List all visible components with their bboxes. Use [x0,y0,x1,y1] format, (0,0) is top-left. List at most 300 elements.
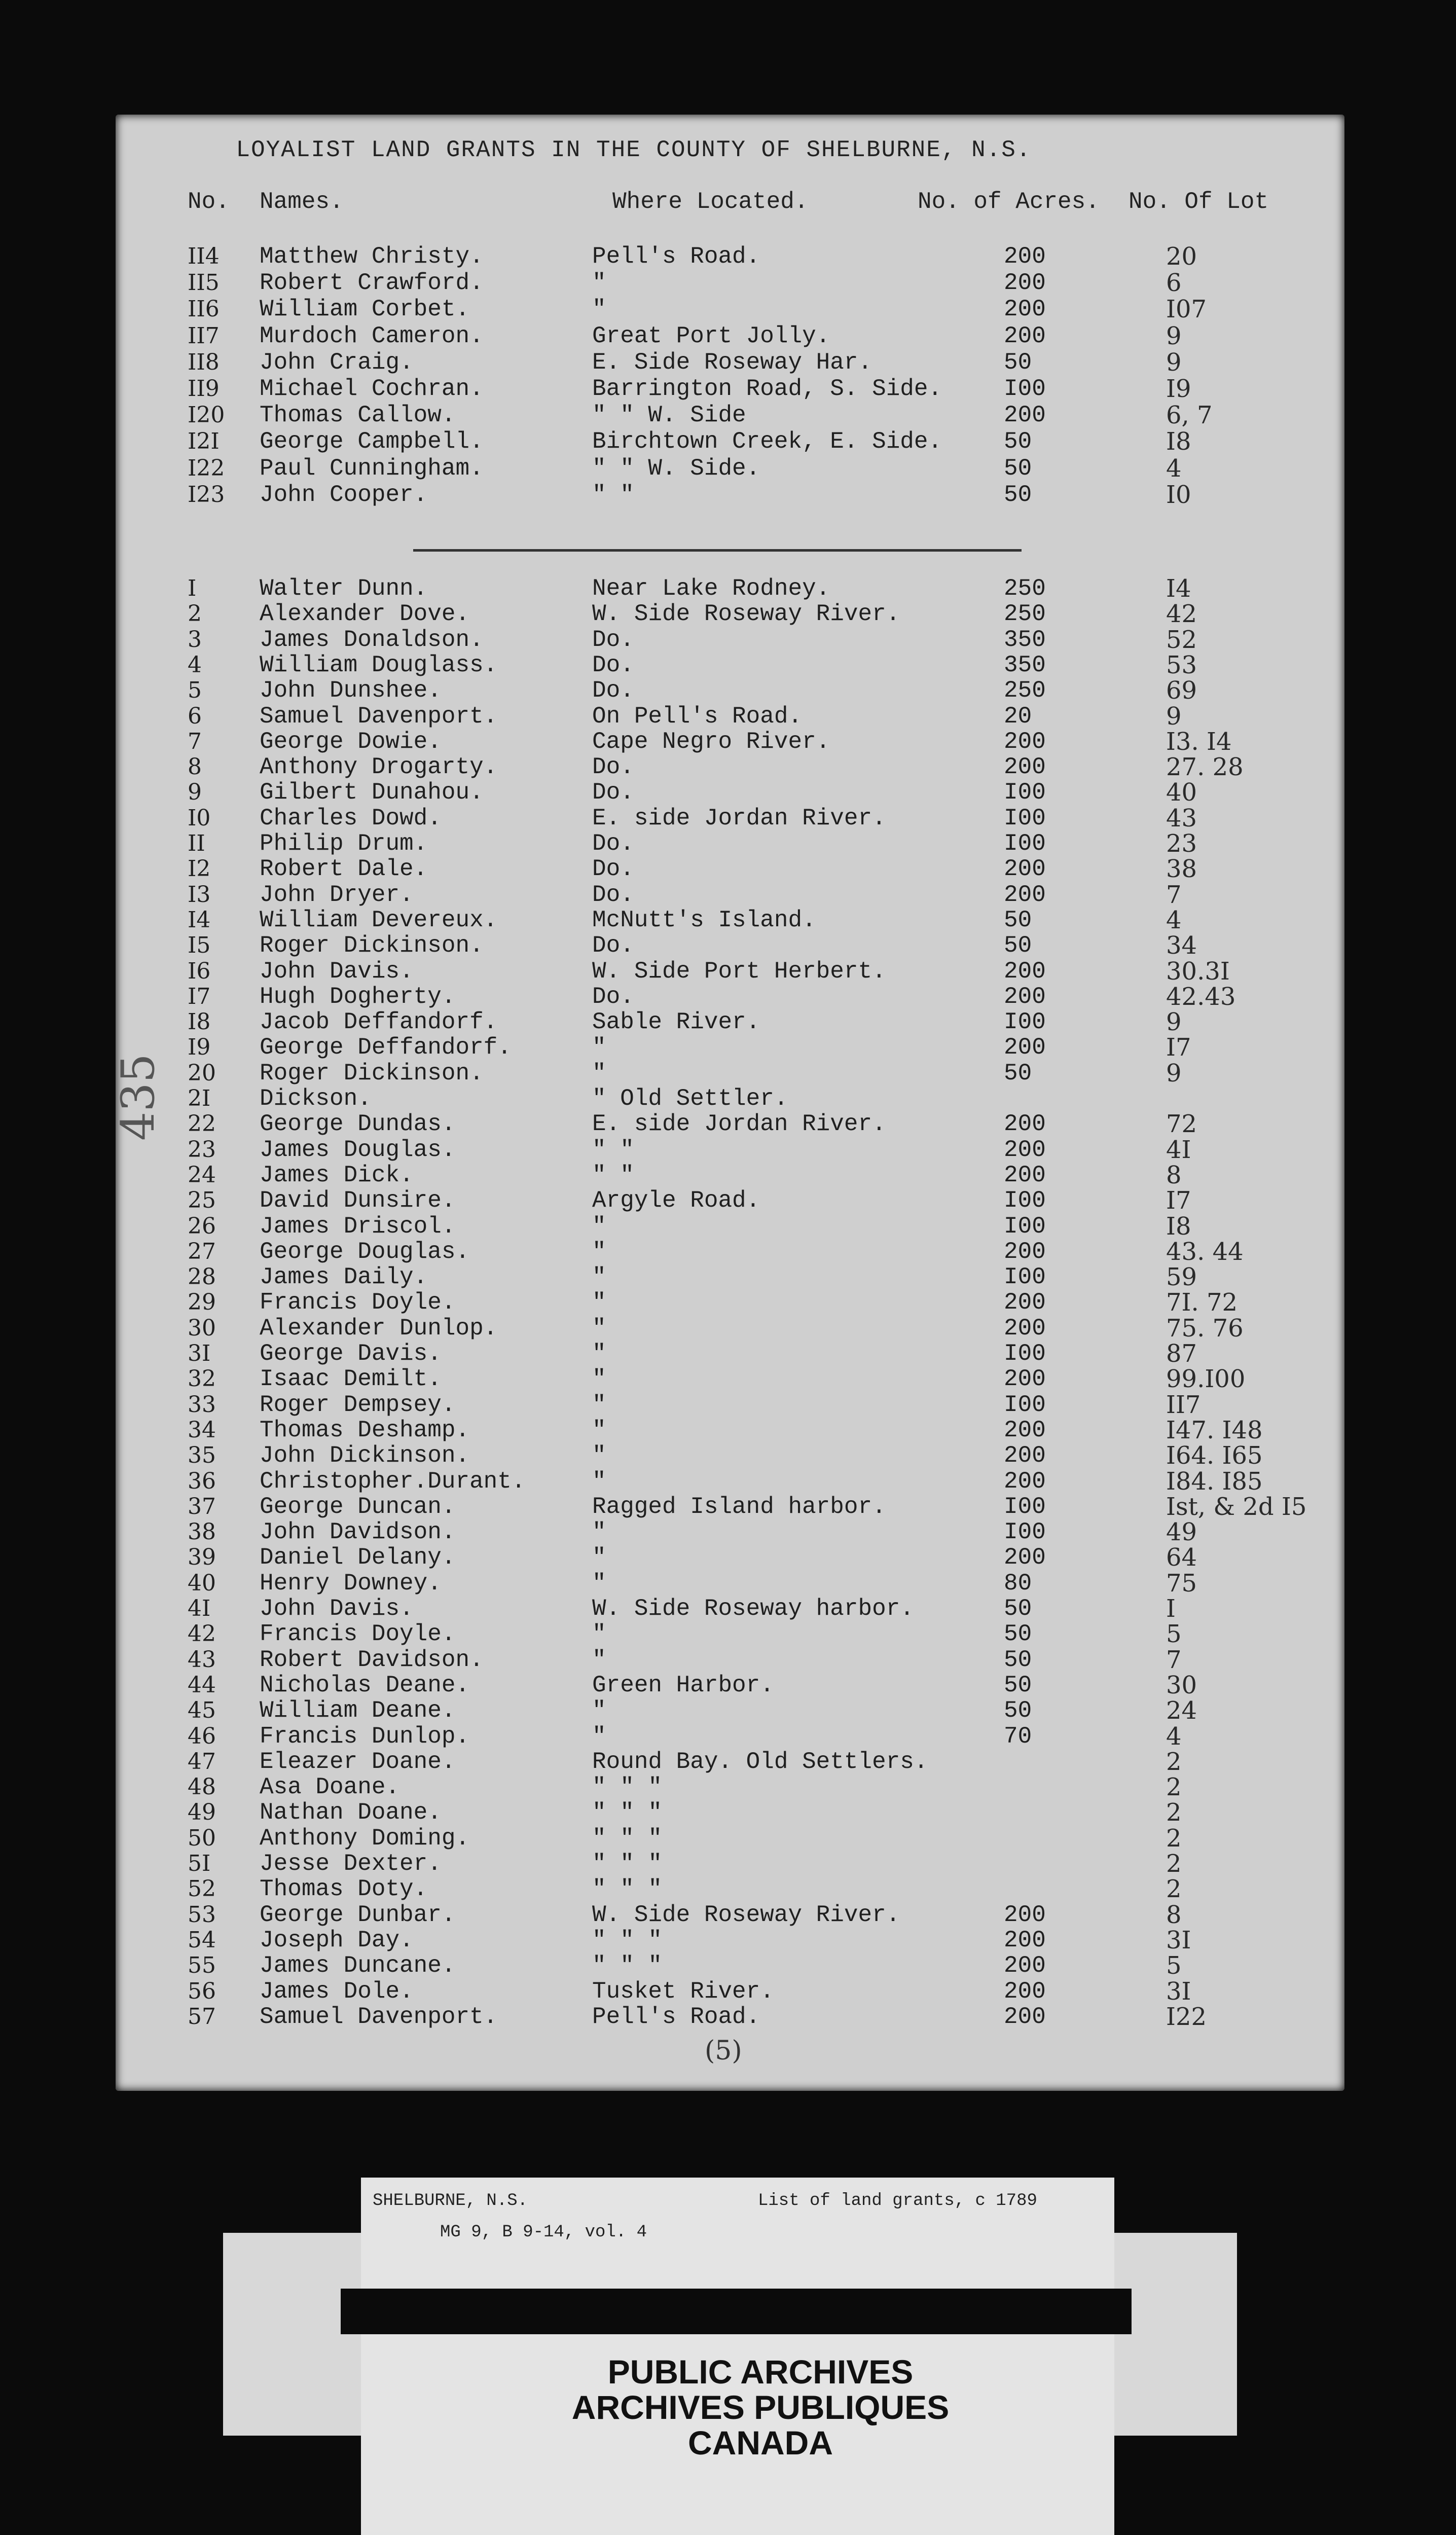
row-number: 33 [188,1391,216,1418]
location: W. Side Roseway River. [592,1901,900,1928]
grantee-name: James Daily. [260,1264,428,1291]
row-number: 55 [188,1952,216,1979]
row-number: 39 [188,1544,216,1571]
location: " [592,270,606,297]
row-number: I7 [188,983,211,1009]
lot-number: 9 [1166,348,1182,377]
lot-number: 9 [1166,1008,1182,1037]
row-number: 23 [188,1136,216,1163]
row-number: 34 [188,1417,216,1443]
grantee-name: Dickson. [260,1085,372,1112]
grantee-name: William Devereux. [260,907,498,933]
grantee-name: Samuel Davenport. [260,2003,498,2030]
lot-number: I4 [1166,574,1191,603]
grantee-name: Walter Dunn. [260,575,428,602]
grantee-name: George Deffandorf. [260,1034,512,1061]
location: " " [592,1162,634,1188]
location: " " " [592,1799,663,1826]
lot-number: I07 [1166,295,1207,324]
row-number: 30 [188,1315,216,1341]
row-number: II [188,830,205,856]
document-title: LOYALIST LAND GRANTS IN THE COUNTY OF SHELBURNE, N.S. [236,137,1032,163]
acres: 200 [1004,754,1046,781]
table-row [0,1162,1456,1188]
location: " " " [592,1774,663,1801]
acres: 200 [1004,2003,1046,2030]
grantee-name: Hugh Dogherty. [260,983,456,1010]
row-number: 22 [188,1111,216,1137]
lot-number: 69 [1166,676,1197,705]
lot-number: 2 [1166,1850,1182,1878]
grantee-name: Paul Cunningham. [260,455,484,482]
lot-number: 34 [1166,931,1197,960]
acres: 250 [1004,677,1046,704]
row-number: 38 [188,1519,216,1545]
row-number: 50 [188,1825,216,1851]
grantee-name: James Donaldson. [260,626,484,653]
location: " [592,1723,606,1750]
row-number: 27 [188,1238,216,1264]
stamp-line-2: ARCHIVES PUBLIQUES [571,2388,950,2426]
lot-number: 40 [1166,778,1197,807]
grantee-name: George Davis. [260,1341,442,1367]
table-row [0,1723,1456,1750]
acres: 50 [1004,349,1032,376]
acres: 50 [1004,1060,1032,1087]
grantee-name: Daniel Delany. [260,1544,456,1571]
location: " [592,1034,606,1061]
location: " [592,1417,606,1443]
grantee-name: George Douglas. [260,1238,470,1265]
column-header-lot: No. Of Lot [1129,189,1269,215]
acres: I00 [1004,376,1046,402]
grantee-name: John Davis. [260,958,414,985]
label-reference: MG 9, B 9-14, vol. 4 [440,2223,647,2242]
grantee-name: Philip Drum. [260,830,428,857]
lot-number: 43. 44 [1166,1237,1244,1266]
row-number: I0 [188,805,211,831]
lot-number: 8 [1166,1900,1182,1929]
column-header-no: No. [188,189,230,215]
table-row [0,856,1456,882]
grantee-name: Christopher.Durant. [260,1468,526,1495]
lot-number: 87 [1166,1339,1197,1368]
stamp-line-3: CANADA [688,2424,833,2461]
table-row [0,1187,1456,1214]
location: " [592,1341,606,1367]
table-row [0,1672,1456,1698]
column-header-where: Where Located. [612,189,809,215]
acres: I00 [1004,1213,1046,1240]
row-number: 2 [188,601,202,627]
grantee-name: Eleazer Doane. [260,1748,456,1775]
acres: I00 [1004,1341,1046,1367]
label-description: List of land grants, c 1789 [758,2191,1037,2211]
location: " " W. Side. [592,455,760,482]
lot-number: 99.I00 [1166,1365,1246,1394]
table-row [0,455,1456,482]
row-number: I2 [188,856,211,882]
lot-number: I84. I85 [1166,1467,1263,1496]
table-row [0,1876,1456,1902]
grantee-name: James Douglas. [260,1136,456,1163]
table-row [0,703,1456,730]
acres: 200 [1004,983,1046,1010]
location: Do. [592,983,634,1010]
lot-number: 9 [1166,1059,1182,1088]
lot-number: II7 [1166,1390,1201,1419]
row-number: 9 [188,779,202,806]
table-row [0,1494,1456,1520]
grantee-name: John Cooper. [260,481,428,508]
table-row [0,402,1456,428]
location: E. side Jordan River. [592,1111,886,1138]
location: Do. [592,856,634,883]
location: " " [592,1136,634,1163]
location: " [592,1315,606,1342]
table-row [0,779,1456,806]
row-number: II6 [188,296,220,322]
row-number: 42 [188,1621,216,1647]
row-number: 5I [188,1851,211,1876]
grantee-name: Alexander Dove. [260,601,470,628]
location: Green Harbor. [592,1672,774,1698]
location: " " " [592,1927,663,1953]
acres: 200 [1004,1366,1046,1393]
table-row [0,1774,1456,1800]
location: McNutt's Island. [592,907,816,933]
row-number: 7 [188,728,202,754]
location: " Old Settler. [592,1085,788,1112]
row-number: 43 [188,1646,216,1673]
table-row [0,805,1456,831]
location: Birchtown Creek, E. Side. [592,428,942,455]
location: On Pell's Road. [592,703,803,730]
lot-number: 4I [1166,1135,1191,1164]
lot-number: 2 [1166,1875,1182,1904]
table-row [0,1570,1456,1597]
table-row [0,2004,1456,2030]
row-number: 54 [188,1927,216,1953]
row-number: 40 [188,1570,216,1596]
acres: 200 [1004,958,1046,985]
grantee-name: Asa Doane. [260,1774,400,1801]
location: W. Side Port Herbert. [592,958,886,985]
lot-number: 64 [1166,1543,1197,1572]
location: " [592,1621,606,1648]
lot-number: I8 [1166,1212,1191,1241]
table-row [0,428,1456,455]
location: " [592,1238,606,1265]
location: Do. [592,754,634,781]
lot-number: 3I [1166,1926,1191,1954]
location: " [592,1060,606,1087]
row-number: 36 [188,1468,216,1494]
lot-number: 27. 28 [1166,753,1244,782]
row-number: 53 [188,1901,216,1928]
table-row [0,376,1456,402]
acres: I00 [1004,1519,1046,1546]
acres: I00 [1004,830,1046,857]
grantee-name: William Deane. [260,1697,456,1724]
grantee-name: Joseph Day. [260,1927,414,1953]
grantee-name: John Dunshee. [260,677,442,704]
grantee-name: Robert Dale. [260,856,428,883]
row-number: 29 [188,1289,216,1316]
grantee-name: John Davidson. [260,1519,456,1546]
location: Pell's Road. [592,2003,760,2030]
grantee-name: Francis Doyle. [260,1621,456,1648]
grantee-name: George Dowie. [260,728,442,755]
acres: 250 [1004,575,1046,602]
row-number: II8 [188,349,220,375]
acres: 200 [1004,1315,1046,1342]
location: " " W. Side [592,402,746,429]
row-number: II7 [188,322,220,349]
table-row [0,1085,1456,1112]
acres: I00 [1004,1493,1046,1520]
lot-number: 42 [1166,600,1197,629]
lot-number: 59 [1166,1263,1197,1292]
table-row [0,323,1456,349]
acres: 200 [1004,1417,1046,1443]
lot-number: 6 [1166,269,1182,298]
acres: 200 [1004,402,1046,429]
location: Tusket River. [592,1978,774,2005]
grantee-name: George Dunbar. [260,1901,456,1928]
location: " " " [592,1876,663,1903]
location: E. Side Roseway Har. [592,349,872,376]
table-row [0,1366,1456,1392]
acres: 50 [1004,1697,1032,1724]
row-number: 3 [188,626,202,653]
table-row [0,882,1456,908]
section-divider [413,549,1022,552]
table-row [0,677,1456,704]
lot-number: 23 [1166,829,1197,858]
location: " [592,1544,606,1571]
acres: 200 [1004,1442,1046,1469]
grantee-name: James Dick. [260,1162,414,1188]
location: Do. [592,932,634,959]
table-row [0,1647,1456,1673]
location: W. Side Roseway River. [592,601,900,628]
location: W. Side Roseway harbor. [592,1596,914,1622]
row-number: 25 [188,1187,216,1214]
location: " " [592,481,634,508]
table-row [0,1315,1456,1342]
location: " [592,1468,606,1495]
lot-number: 2 [1166,1798,1182,1827]
lot-number: I7 [1166,1186,1191,1215]
location: " [592,1646,606,1673]
location: " [592,1391,606,1418]
table-row [0,984,1456,1010]
acres: I00 [1004,1187,1046,1214]
row-number: I [188,575,197,601]
row-number: 28 [188,1264,216,1290]
lot-number: 72 [1166,1110,1197,1139]
lot-number: 30.3I [1166,957,1230,986]
location: " [592,1442,606,1469]
row-number: 52 [188,1876,216,1902]
grantee-name: David Dunsire. [260,1187,456,1214]
table-row [0,1927,1456,1953]
acres: 200 [1004,856,1046,883]
stamp-line-1: PUBLIC ARCHIVES [607,2353,914,2391]
lot-number: 7 [1166,880,1182,909]
row-number: II4 [188,243,220,269]
table-row [0,1009,1456,1035]
grantee-name: Alexander Dunlop. [260,1315,498,1342]
acres: I00 [1004,1264,1046,1291]
margin-note: 435 [112,1054,165,1141]
table-row [0,1341,1456,1367]
row-number: 45 [188,1697,216,1724]
grantee-name: Isaac Demilt. [260,1366,442,1393]
lot-number: I64. I65 [1166,1441,1263,1470]
lot-number: I7 [1166,1033,1191,1062]
row-number: 3I [188,1341,211,1366]
table-row [0,1902,1456,1928]
grantee-name: Jacob Deffandorf. [260,1009,498,1036]
acres: 200 [1004,1927,1046,1953]
lot-number: 24 [1166,1696,1197,1725]
acres: 50 [1004,1646,1032,1673]
grantee-name: Roger Dempsey. [260,1391,456,1418]
lot-number: I22 [1166,2002,1207,2031]
acres: 200 [1004,1136,1046,1163]
table-row [0,907,1456,933]
table-row [0,754,1456,780]
grantee-name: Thomas Doty. [260,1876,428,1903]
location: Pell's Road. [592,243,760,270]
grantee-name: John Craig. [260,349,414,376]
table-row [0,1799,1456,1826]
table-row [0,652,1456,678]
lot-number: 38 [1166,855,1197,884]
grantee-name: Robert Davidson. [260,1646,484,1673]
acres: 50 [1004,932,1032,959]
location: " [592,1264,606,1291]
lot-number: 2 [1166,1747,1182,1776]
acres: 200 [1004,1034,1046,1061]
lot-number: 49 [1166,1518,1197,1547]
row-number: 47 [188,1748,216,1774]
lot-number: 30 [1166,1671,1197,1699]
lot-number: I8 [1166,427,1191,456]
table-row [0,1749,1456,1775]
table-row [0,627,1456,653]
acres: 50 [1004,428,1032,455]
location: " [592,1366,606,1393]
grantee-name: Charles Dowd. [260,805,442,831]
location: Near Lake Rodney. [592,575,830,602]
acres: 200 [1004,1978,1046,2005]
row-number: I2I [188,428,220,455]
table-row [0,1137,1456,1163]
grantee-name: George Campbell. [260,428,484,455]
row-number: I4 [188,907,211,933]
lot-number: Ist, & 2d I5 [1166,1492,1307,1521]
row-number: 32 [188,1366,216,1392]
table-row [0,729,1456,755]
label-place: SHELBURNE, N.S. [373,2191,528,2211]
row-number: 56 [188,1978,216,2004]
table-row [0,243,1456,270]
table-row [0,1239,1456,1265]
grantee-name: William Corbet. [260,296,470,323]
acres: 200 [1004,296,1046,323]
location: Barrington Road, S. Side. [592,376,942,402]
grantee-name: George Duncan. [260,1493,456,1520]
acres: 200 [1004,1952,1046,1979]
location: Do. [592,830,634,857]
row-number: 8 [188,754,202,780]
row-number: 20 [188,1060,216,1086]
row-number: 48 [188,1774,216,1800]
row-number: 5 [188,677,202,704]
table-row [0,575,1456,602]
row-number: II9 [188,376,220,402]
lot-number: I [1166,1595,1176,1623]
grantee-name: John Dickinson. [260,1442,470,1469]
acres: 200 [1004,1111,1046,1138]
lot-number: 75 [1166,1569,1197,1598]
row-number: 44 [188,1672,216,1698]
table-row [0,1442,1456,1469]
table-row [0,1825,1456,1852]
row-number: I23 [188,481,225,508]
lot-number: 4 [1166,454,1182,483]
table-row [0,1519,1456,1545]
lot-number: 53 [1166,650,1197,679]
table-row [0,482,1456,508]
row-number: 26 [188,1213,216,1239]
lot-number: 5 [1166,1620,1182,1649]
lot-number: 2 [1166,1824,1182,1853]
grantee-name: Jesse Dexter. [260,1851,442,1877]
page-number: (5) [705,2036,742,2066]
table-row [0,1544,1456,1571]
row-number: 37 [188,1493,216,1519]
table-row [0,1111,1456,1137]
lot-number: 6, 7 [1166,401,1213,430]
acres: 250 [1004,601,1046,628]
acres: 200 [1004,1901,1046,1928]
location: " [592,1697,606,1724]
row-number: 2I [188,1085,211,1111]
acres: 50 [1004,1672,1032,1698]
row-number: 24 [188,1162,216,1188]
acres: 200 [1004,243,1046,270]
location: Cape Negro River. [592,728,830,755]
column-header-names: Names. [260,189,344,215]
grantee-name: Gilbert Dunahou. [260,779,484,806]
table-row [0,1034,1456,1061]
location: Ragged Island harbor. [592,1493,886,1520]
grantee-name: Henry Downey. [260,1570,442,1597]
acres: 200 [1004,1544,1046,1571]
acres: 50 [1004,907,1032,933]
location: Argyle Road. [592,1187,760,1214]
table-row [0,1289,1456,1316]
acres: I00 [1004,779,1046,806]
lot-number: 75. 76 [1166,1314,1244,1343]
acres: 50 [1004,1621,1032,1648]
grantee-name: Francis Dunlop. [260,1723,470,1750]
lot-number: 20 [1166,242,1197,271]
